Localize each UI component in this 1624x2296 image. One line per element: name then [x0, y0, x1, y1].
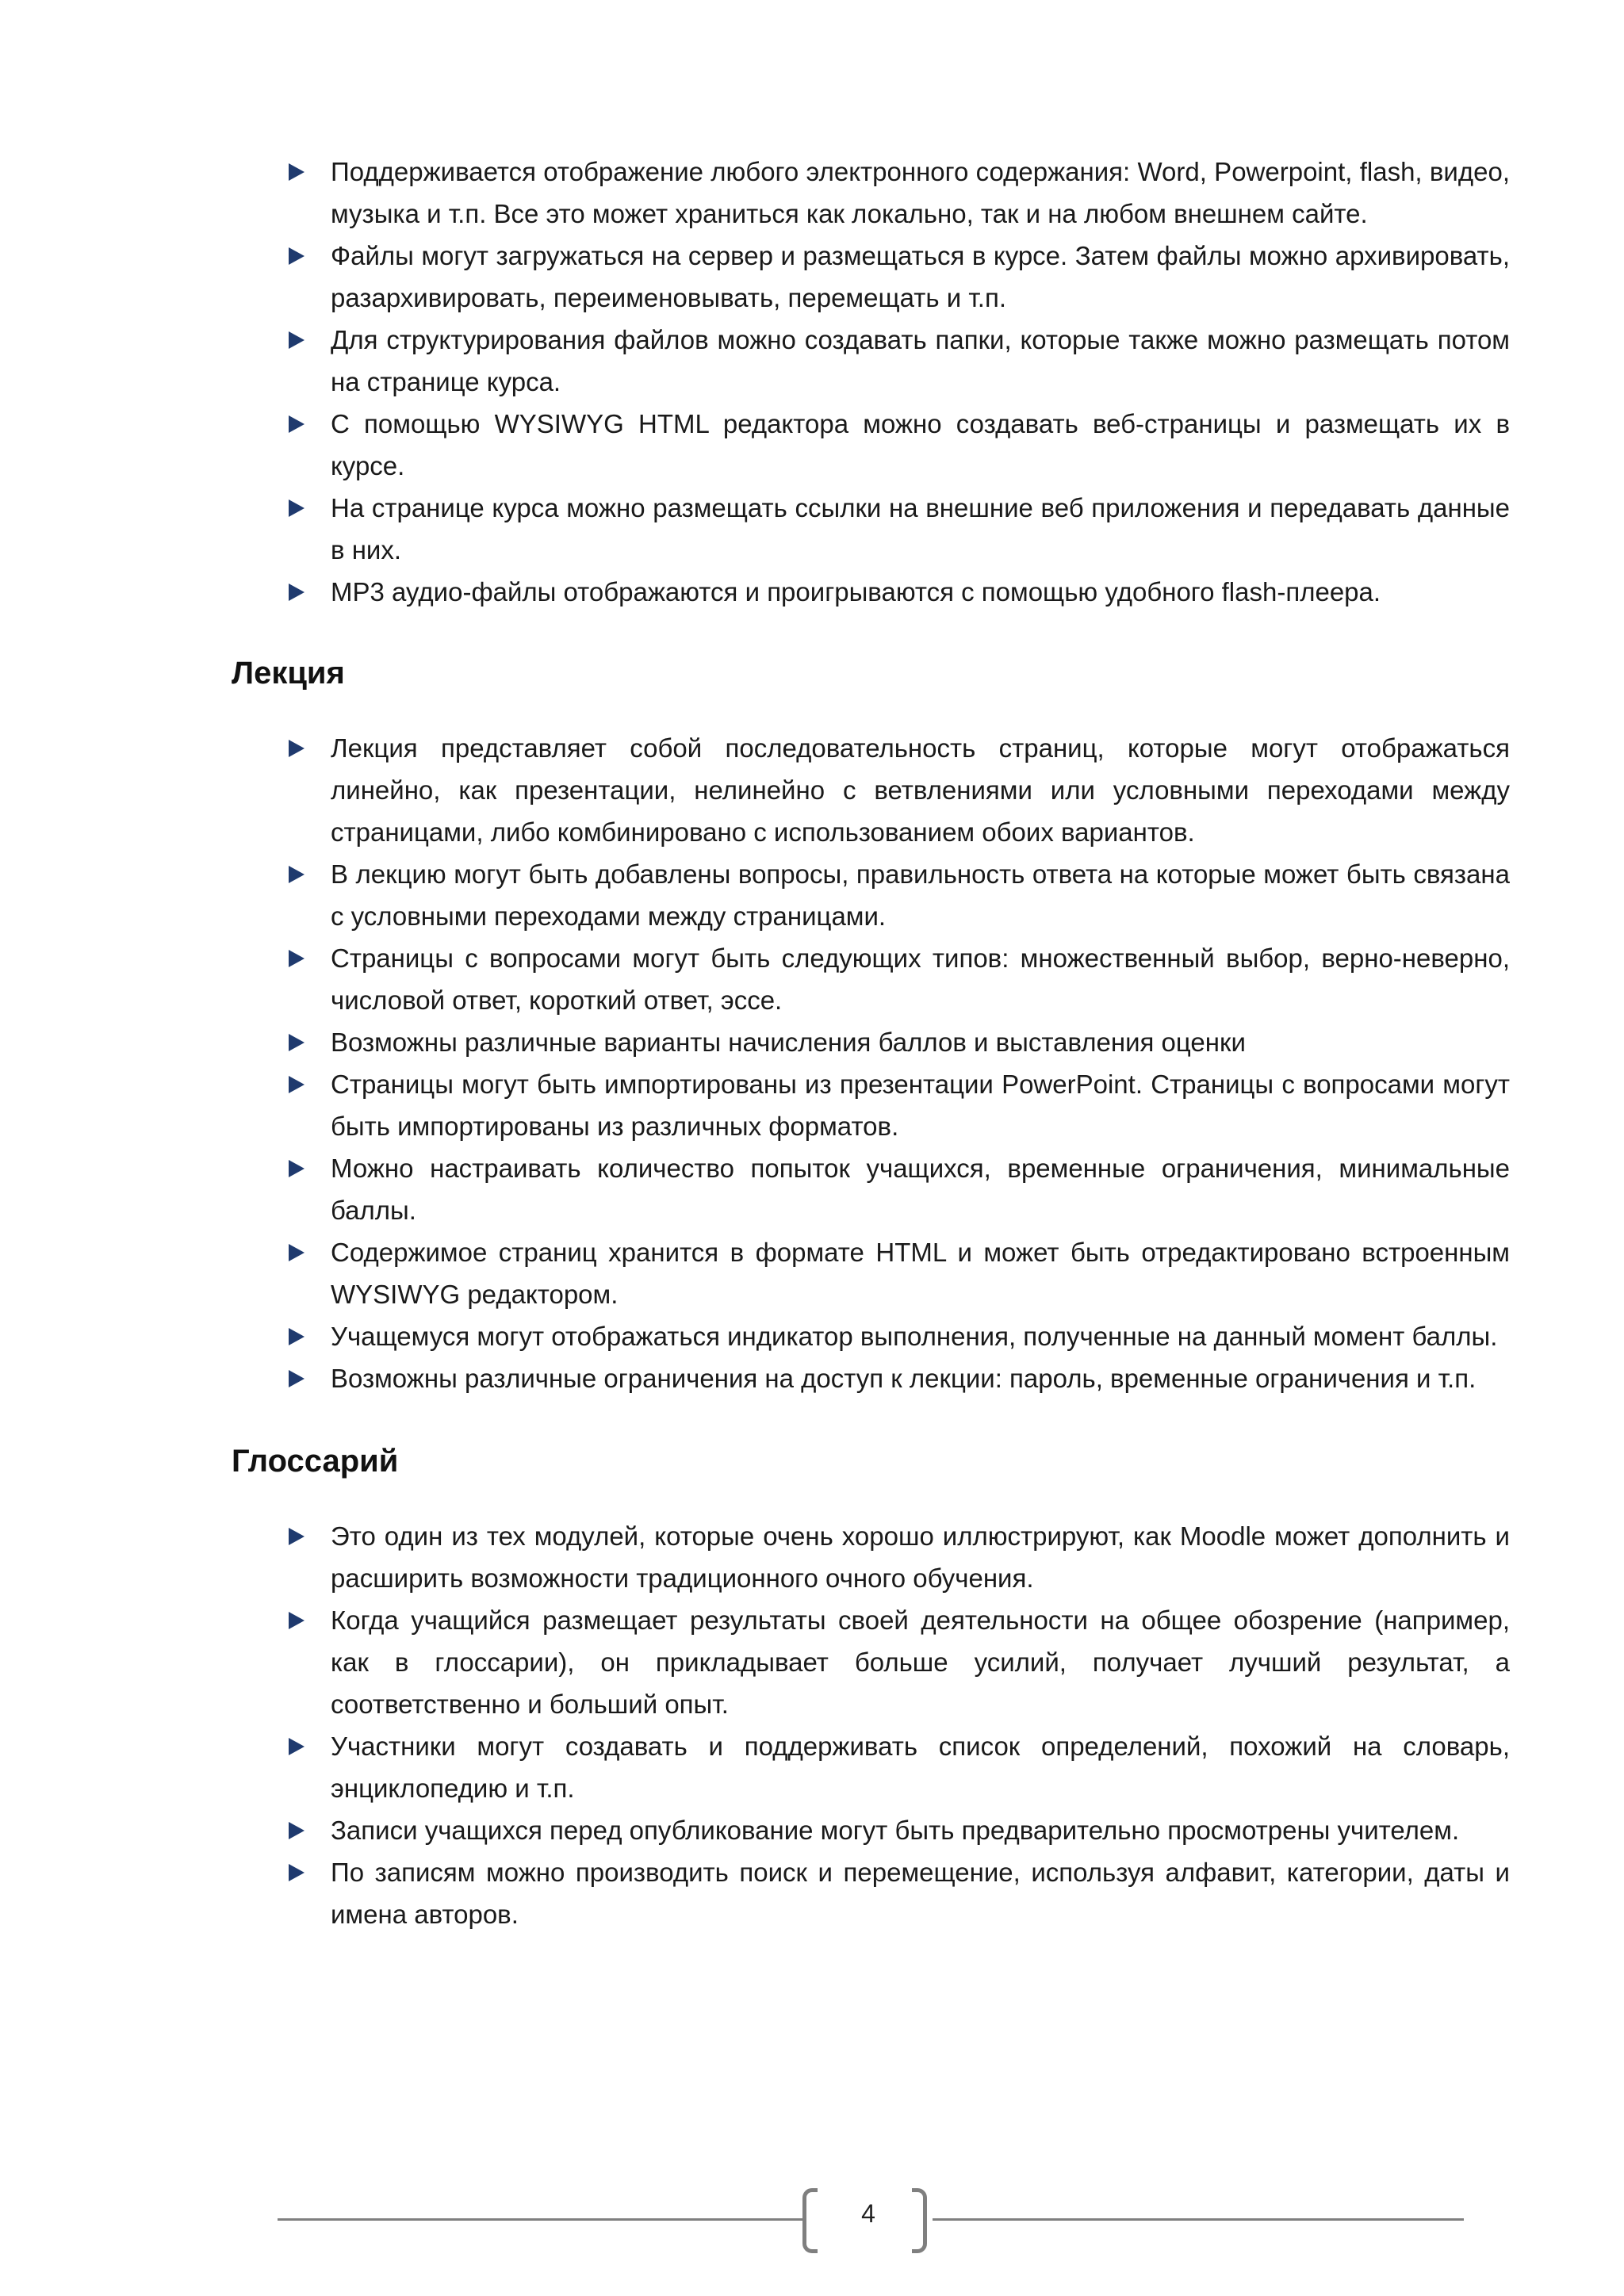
triangle-bullet-icon — [289, 1160, 304, 1177]
list-item-text: Это один из тех модулей, которые очень хорошо иллюстрируют, как Moodle может дополнить и расширить возможности традиционного очного обучения. — [331, 1521, 1510, 1593]
triangle-bullet-icon — [289, 1864, 304, 1881]
list-item-text: Возможны различные варианты начисления баллов и выставления оценки — [331, 1027, 1246, 1057]
list-item-text: Поддерживается отображение любого электронного содержания: Word, Powerpoint, flash, видео, музыка и т.п. Все это может храниться как локально, так и на любом внешнем сайте. — [331, 157, 1510, 228]
triangle-bullet-icon — [289, 866, 304, 883]
page-footer — [278, 2187, 1464, 2250]
list-item — [232, 487, 1510, 571]
list-item — [232, 1357, 1510, 1399]
section-title-glossary: Глоссарий — [232, 1444, 399, 1479]
list-item-text: По записям можно производить поиск и перемещение, используя алфавит, категории, даты и имена авторов. — [331, 1858, 1510, 1929]
list-item-text: Для структурирования файлов можно создавать папки, которые также можно размещать потом на странице курса. — [331, 325, 1510, 396]
list-item-text: Лекция представляет собой последовательность страниц, которые могут отображаться линейно, как презентации, нелинейно с ветвлениями или условными переходами между страницами, либо комбинировано с использованием обоих вариантов. — [331, 733, 1510, 847]
triangle-bullet-icon — [289, 740, 304, 757]
list-item — [232, 151, 1510, 235]
list-item — [232, 1809, 1510, 1851]
triangle-bullet-icon — [289, 1034, 304, 1051]
section-title-lecture: Лекция — [232, 656, 345, 691]
triangle-bullet-icon — [289, 1328, 304, 1345]
list-item — [232, 1725, 1510, 1809]
list-item — [232, 853, 1510, 937]
triangle-bullet-icon — [289, 1370, 304, 1387]
list-item-text: Содержимое страниц хранится в формате HTML и может быть отредактировано встроенным WYSIWYG редактором. — [331, 1238, 1510, 1309]
list-item-text: В лекцию могут быть добавлены вопросы, правильность ответа на которые может быть связана с условными переходами между страницами. — [331, 859, 1510, 931]
triangle-bullet-icon — [289, 1528, 304, 1545]
footer-rule-left — [278, 2218, 802, 2221]
triangle-bullet-icon — [289, 499, 304, 517]
list-item — [232, 1851, 1510, 1935]
list-item — [232, 403, 1510, 487]
page-content — [232, 151, 1510, 1935]
list-item-text: Страницы с вопросами могут быть следующих типов: множественный выбор, верно-неверно, числовой ответ, короткий ответ, эссе. — [331, 943, 1510, 1015]
triangle-bullet-icon — [289, 1822, 304, 1839]
triangle-bullet-icon — [289, 331, 304, 349]
list-item-text: Когда учащийся размещает результаты своей деятельности на общее обозрение (например, как в глоссарии), он прикладывает больше усилий, получает лучший результат, а соответственно и больший опыт. — [331, 1605, 1510, 1719]
list-item-text: Файлы могут загружаться на сервер и размещаться в курсе. Затем файлы можно архивировать, разархивировать, переименовывать, перемещать и т.п. — [331, 241, 1510, 312]
triangle-bullet-icon — [289, 950, 304, 967]
triangle-bullet-icon — [289, 163, 304, 181]
list-item-text: На странице курса можно размещать ссылки на внешние веб приложения и передавать данные в них. — [331, 493, 1510, 564]
list-item-text: Записи учащихся перед опубликование могут быть предварительно просмотрены учителем. — [331, 1816, 1460, 1845]
footer-rule-right — [933, 2218, 1464, 2221]
list-item-text: Возможны различные ограничения на доступ к лекции: пароль, временные ограничения и т.п. — [331, 1364, 1477, 1393]
list-item — [232, 235, 1510, 319]
list-item-text: Страницы могут быть импортированы из презентации PowerPoint. Страницы с вопросами могут быть импортированы из различных форматов. — [331, 1070, 1510, 1141]
list-item-text: Участники могут создавать и поддерживать список определений, похожий на словарь, энциклопедию и т.п. — [331, 1732, 1510, 1803]
intro-bullet-list — [232, 151, 1510, 613]
list-item — [232, 319, 1510, 403]
right-bracket-icon — [912, 2188, 927, 2253]
list-item-text: С помощью WYSIWYG HTML редактора можно создавать веб-страницы и размещать их в курсе. — [331, 409, 1510, 480]
list-item — [232, 727, 1510, 853]
left-bracket-icon — [802, 2188, 818, 2253]
list-item-text: Учащемуся могут отображаться индикатор выполнения, полученные на данный момент баллы. — [331, 1322, 1498, 1351]
list-item-text: Можно настраивать количество попыток учащихся, временные ограничения, минимальные баллы. — [331, 1154, 1510, 1225]
list-item — [232, 1063, 1510, 1147]
list-item-text: MP3 аудио-файлы отображаются и проигрываются с помощью удобного flash-плеера. — [331, 577, 1381, 607]
triangle-bullet-icon — [289, 415, 304, 433]
list-item — [232, 937, 1510, 1021]
list-item — [232, 1515, 1510, 1599]
lecture-bullet-list — [232, 727, 1510, 1399]
list-item — [232, 571, 1510, 613]
triangle-bullet-icon — [289, 1076, 304, 1093]
list-item — [232, 1021, 1510, 1063]
triangle-bullet-icon — [289, 1244, 304, 1261]
triangle-bullet-icon — [289, 584, 304, 601]
glossary-bullet-list — [232, 1515, 1510, 1935]
list-item — [232, 1315, 1510, 1357]
list-item — [232, 1147, 1510, 1231]
triangle-bullet-icon — [289, 247, 304, 265]
triangle-bullet-icon — [289, 1612, 304, 1629]
page-number: 4 — [861, 2199, 875, 2228]
list-item — [232, 1231, 1510, 1315]
triangle-bullet-icon — [289, 1738, 304, 1755]
list-item — [232, 1599, 1510, 1725]
